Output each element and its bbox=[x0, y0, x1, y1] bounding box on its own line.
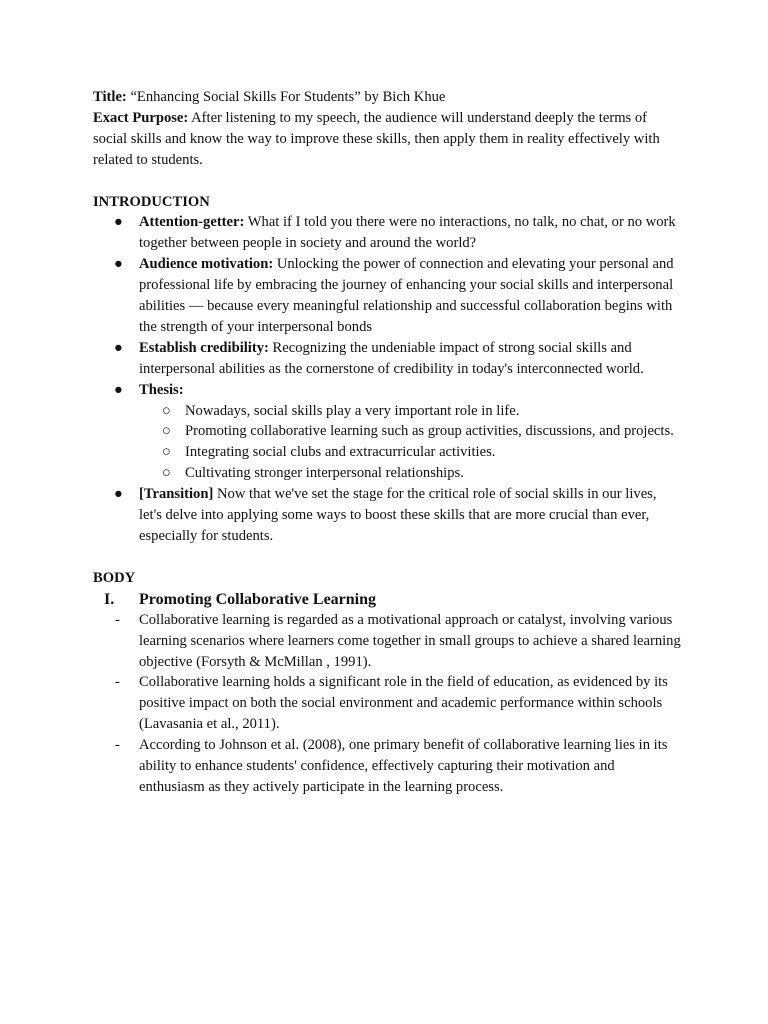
bullet-icon: ● bbox=[114, 381, 123, 398]
dash-icon: - bbox=[115, 674, 120, 691]
body-points-list bbox=[93, 610, 683, 798]
dash-icon: - bbox=[115, 737, 120, 754]
title-text: “Enhancing Social Skills For Students” by Bich Khue bbox=[130, 89, 446, 105]
intro-item-label: Audience motivation: bbox=[139, 256, 274, 273]
intro-item-label: Establish credibility: bbox=[139, 339, 269, 356]
circle-bullet-icon: ○ bbox=[162, 465, 171, 482]
thesis-list bbox=[139, 401, 683, 485]
bullet-icon: ● bbox=[114, 256, 123, 273]
body-point bbox=[93, 672, 683, 735]
body-point-text: Collaborative learning is regarded as a motivational approach or catalyst, involving various learning scenarios where learners come together in small groups to achieve a shared learning objective (Forsyth & McMillan , 1991). bbox=[139, 611, 681, 670]
bullet-icon: ● bbox=[114, 339, 123, 356]
thesis-point-text: Integrating social clubs and extracurricular activities. bbox=[185, 444, 496, 461]
bullet-icon: ● bbox=[114, 214, 123, 231]
body-point-text: According to Johnson et al. (2008), one primary benefit of collaborative learning lies in its ability to enhance students' confidence, effectively capturing their motivation and enthusiasm as they actively participate in the learning process. bbox=[139, 737, 668, 795]
thesis-point-text: Promoting collaborative learning such as group activities, discussions, and projects. bbox=[185, 423, 674, 440]
body-point bbox=[93, 610, 683, 673]
intro-item-text: What if I told you there were no interactions, no talk, no chat, or no work together between people in society and around the world? bbox=[139, 214, 676, 252]
title-label: Title: bbox=[93, 89, 127, 105]
intro-item-attention-getter bbox=[93, 212, 683, 254]
circle-bullet-icon: ○ bbox=[162, 402, 171, 419]
intro-item-label: Thesis: bbox=[139, 381, 184, 398]
intro-item-audience-motivation bbox=[93, 254, 683, 338]
purpose-text: After listening to my speech, the audience will understand deeply the terms of social skills and know the way to improve these skills, then apply them in reality effectively with related to students. bbox=[93, 109, 660, 168]
intro-item-transition bbox=[93, 484, 683, 547]
section-title: Promoting Collaborative Learning bbox=[139, 590, 377, 608]
body-section-heading bbox=[93, 589, 683, 610]
thesis-point-text: Cultivating stronger interpersonal relationships. bbox=[185, 465, 464, 482]
intro-item-text: Now that we've set the stage for the critical role of social skills in our lives, let's delve into applying some ways to boost these skills that are more crucial than ever, especially for students. bbox=[139, 486, 657, 545]
intro-item-label: [Transition] bbox=[139, 486, 214, 503]
bullet-icon: ● bbox=[114, 486, 123, 503]
spacer bbox=[93, 547, 683, 568]
thesis-point bbox=[139, 463, 683, 484]
intro-item-thesis bbox=[93, 380, 683, 485]
intro-item-label: Attention-getter: bbox=[139, 214, 245, 231]
body-point-text: Collaborative learning holds a significant role in the field of education, as evidenced by its positive impact on both the social environment and academic performance within schools (Lavasania et al., 2011). bbox=[139, 674, 668, 733]
section-number: I. bbox=[104, 590, 115, 608]
document-content bbox=[93, 87, 683, 798]
introduction-list bbox=[93, 212, 683, 547]
thesis-point bbox=[139, 442, 683, 463]
title-line bbox=[93, 87, 683, 108]
body-point bbox=[93, 735, 683, 798]
thesis-point bbox=[139, 401, 683, 422]
intro-item-text: Unlocking the power of connection and elevating your personal and professional life by embracing the journey of enhancing your social skills and interpersonal abilities — because every meaningful relationship and successful collaboration begins with the strength of your interpersonal bonds bbox=[139, 256, 674, 335]
intro-item-text: Recognizing the undeniable impact of strong social skills and interpersonal abilities as the cornerstone of credibility in today's interconnected world. bbox=[139, 339, 644, 377]
dash-icon: - bbox=[115, 611, 120, 628]
spacer bbox=[93, 171, 683, 192]
circle-bullet-icon: ○ bbox=[162, 444, 171, 461]
circle-bullet-icon: ○ bbox=[162, 423, 171, 440]
thesis-point-text: Nowadays, social skills play a very important role in life. bbox=[185, 402, 520, 419]
purpose-label: Exact Purpose: bbox=[93, 109, 189, 126]
thesis-point bbox=[139, 421, 683, 442]
intro-item-establish-credibility bbox=[93, 338, 683, 380]
introduction-heading: INTRODUCTION bbox=[93, 193, 210, 210]
purpose-line bbox=[93, 108, 683, 171]
body-heading: BODY bbox=[93, 569, 136, 586]
